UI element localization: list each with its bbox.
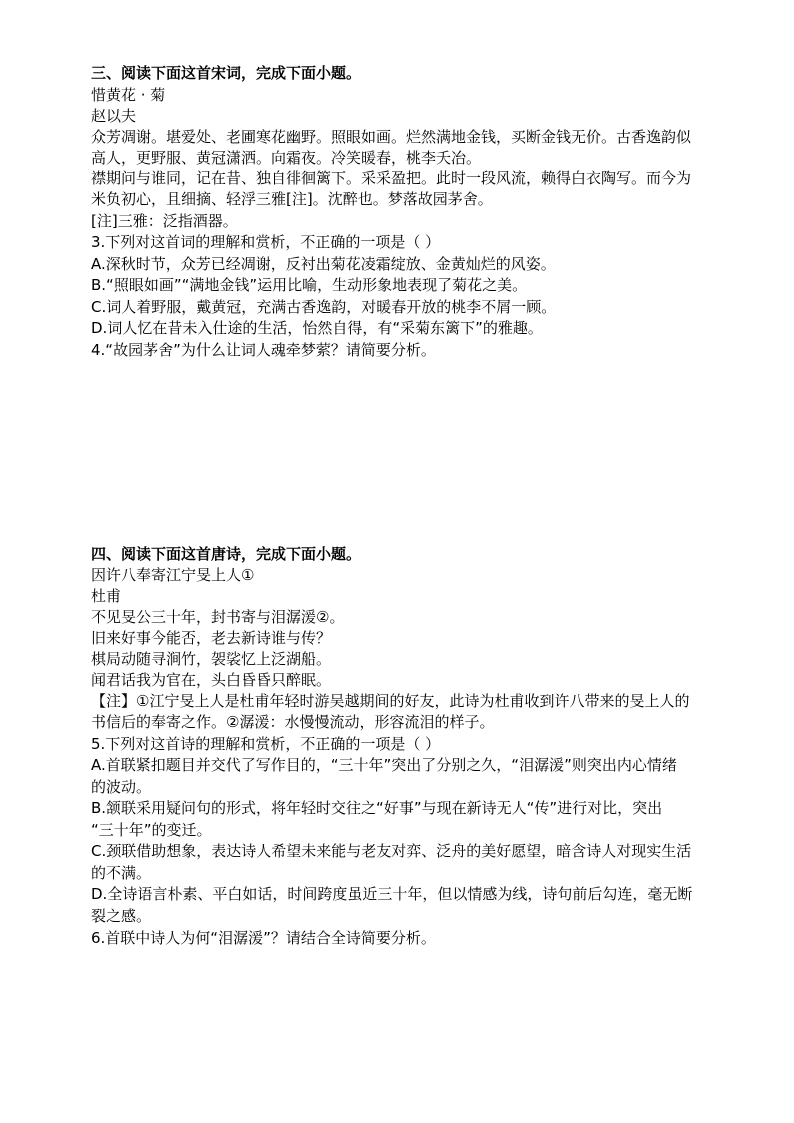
question-5-option-a: 的波动。 — [91, 778, 152, 796]
poem-line: 高人，更野服、黄冠潇洒。向霜夜。冷笑暖春，桃李夭冶。 — [91, 149, 482, 167]
question-5: 5.下列对这首诗的理解和赏析，不正确的一项是（ ） — [91, 735, 441, 753]
question-6: 6.首联中诗人为何“泪潺湲”？请结合全诗简要分析。 — [91, 929, 436, 947]
question-3-option-a: A.深秋时节，众芳已经凋谢，反衬出菊花凌霜绽放、金黄灿烂的风姿。 — [91, 255, 556, 273]
question-5-option-b: B.颔联采用疑问句的形式，将年轻时交往之“好事”与现在新诗无人“传”进行对比，突出 — [91, 799, 663, 817]
poem-line: 众芳凋谢。堪爱处、老圃寒花幽野。照眼如画。烂然满地金钱，买断金钱无价。古香逸韵似 — [91, 128, 692, 146]
section-4-heading: 四、阅读下面这首唐诗，完成下面小题。 — [91, 545, 362, 563]
question-5-option-d: 裂之感。 — [91, 907, 152, 925]
poem-author: 杜甫 — [91, 587, 122, 605]
poem-author: 赵以夫 — [91, 107, 137, 125]
question-5-option-b: “三十年”的变迁。 — [91, 821, 212, 839]
question-5-option-c: C.颈联借助想象，表达诗人希望未来能与老友对弈、泛舟的美好愿望，暗含诗人对现实生活 — [91, 842, 692, 860]
question-3: 3.下列对这首词的理解和赏析，不正确的一项是（ ） — [91, 233, 441, 251]
poem-line: 旧来好事今能否，老去新诗谁与传？ — [91, 629, 332, 647]
question-5-option-c: 的不满。 — [91, 864, 152, 882]
poem-line: 棋局动随寻涧竹，袈裟忆上泛湖船。 — [91, 650, 332, 668]
poem-line: 襟期问与谁同，记在昔、独自徘徊篱下。采采盈把。此时一段风流，赖得白衣陶写。而今为 — [91, 169, 692, 187]
poem-line: 米负初心，且细摘、轻浮三雅[注]。沈醉也。梦落故园茅舍。 — [91, 190, 493, 208]
poem-title: 因许八奉寄江宁旻上人① — [91, 566, 255, 584]
section-3-heading: 三、阅读下面这首宋词，完成下面小题。 — [91, 64, 362, 82]
poem-title: 惜黄花 · 菊 — [91, 86, 166, 104]
question-5-option-d: D.全诗语言朴素、平白如话，时间跨度虽近三十年，但以情感为线，诗句前后勾连，毫无断 — [91, 885, 693, 903]
question-3-option-d: D.词人忆在昔未入仕途的生活，怡然自得，有“采菊东篱下”的雅趣。 — [91, 319, 543, 337]
poem-note: [注]三雅：泛指酒器。 — [91, 212, 238, 230]
poem-note: 【注】①江宁旻上人是杜甫年轻时游吴越期间的好友，此诗为杜甫收到许八带来的旻上人的 — [91, 692, 690, 710]
question-3-option-b: B.“照眼如画”“满地金钱”运用比喻，生动形象地表现了菊花之美。 — [91, 276, 528, 294]
question-3-option-c: C.词人着野服，戴黄冠，充满古香逸韵，对暖春开放的桃李不屑一顾。 — [91, 298, 557, 316]
poem-note: 书信后的奉寄之作。②潺湲：水慢慢流动，形容流泪的样子。 — [91, 713, 495, 731]
question-5-option-a: A.首联紧扣题目并交代了写作目的，“三十年”突出了分别之久，“泪潺湲”则突出内心情绪 — [91, 756, 677, 774]
poem-line: 不见旻公三十年，封书寄与泪潺湲②。 — [91, 608, 345, 626]
poem-line: 闻君话我为官在，头白昏昏只醉眠。 — [91, 671, 332, 689]
question-4: 4.“故园茅舍”为什么让词人魂牵梦萦？请简要分析。 — [91, 341, 436, 359]
